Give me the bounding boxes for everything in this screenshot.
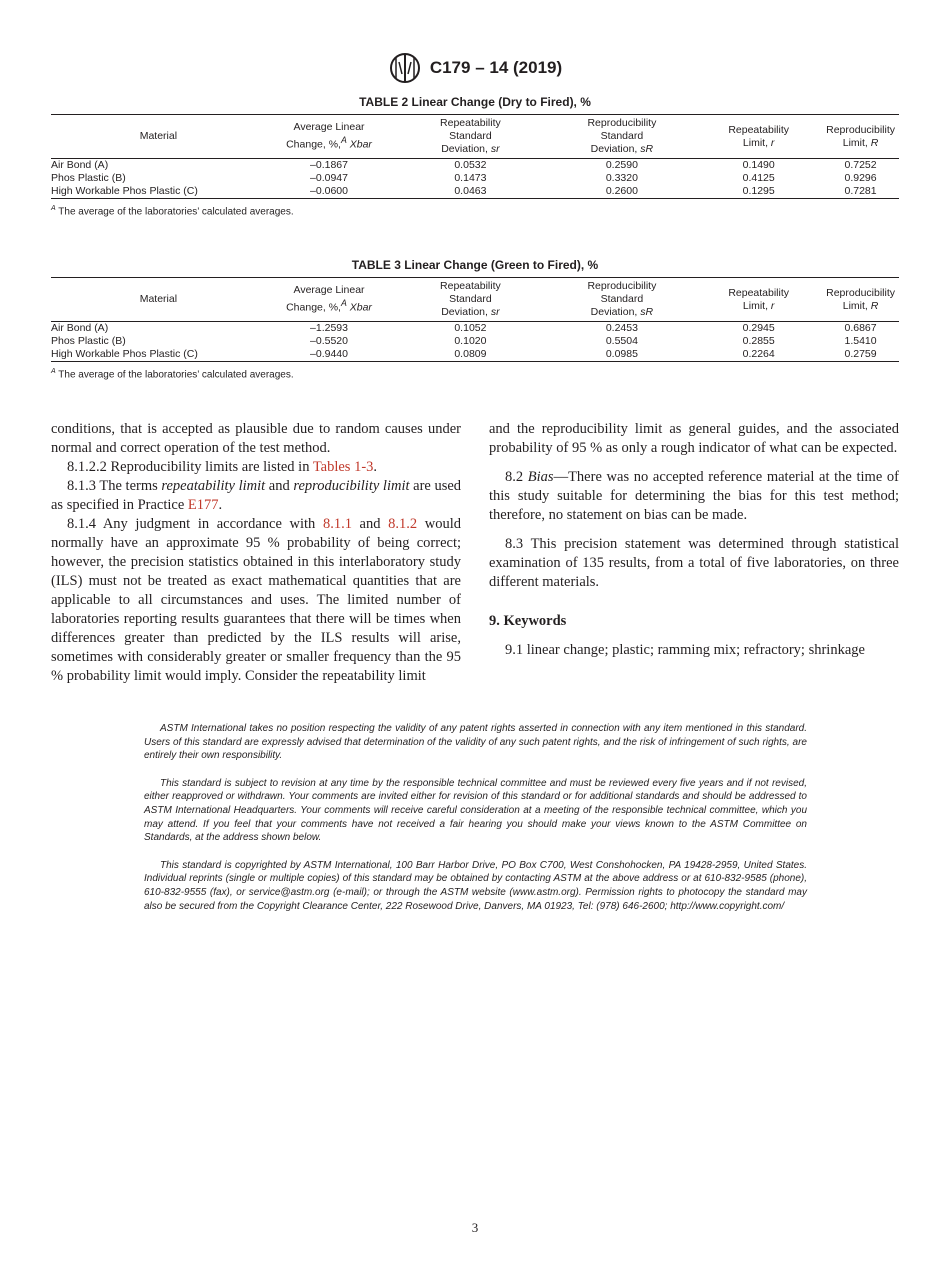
cell: 0.1020: [454, 335, 487, 347]
cell: 0.2590: [605, 159, 638, 171]
table-header-row: [51, 115, 899, 159]
col-repeat-limit: Repeatability Limit, r: [728, 123, 790, 149]
cell: 0.2600: [605, 185, 638, 197]
cell: 0.7281: [844, 185, 877, 197]
table-3: [51, 258, 899, 380]
cell: 0.1473: [454, 172, 487, 184]
cell: 0.1490: [742, 159, 775, 171]
col-repro-sd: Reproducibility Standard Deviation, sR: [587, 117, 657, 155]
notice-revision: This standard is subject to revision at any time by the responsible technical committee and must be reviewed every five years and if not revised, either reapproved or withdrawn. Your comments are invited either for revision of this standard or for additional standards and should be addressed to ASTM International Headquarters. Your comments will receive careful consideration at a meeting of the responsible technical committee, which you may attend. If you feel that your comments have not received a fair hearing you should make your views known to the ASTM Committee on Standards, at the address shown below.: [144, 777, 807, 844]
table-3-grid: [51, 277, 899, 362]
table-2-title: TABLE 2 Linear Change (Dry to Fired), %: [359, 95, 591, 109]
col-material: Material: [139, 293, 178, 305]
cell: 0.0532: [454, 159, 487, 171]
table-row: [51, 322, 899, 336]
cell: 0.0463: [454, 185, 487, 197]
link-tables-1-3[interactable]: Tables 1-3: [312, 459, 374, 475]
table-row: [51, 185, 899, 199]
right-column: [489, 420, 899, 686]
col-average: Average Linear Change, %,$^A$ Xbar: [286, 284, 372, 314]
section-heading-keywords: 9. Keywords: [489, 613, 567, 629]
cell: High Workable Phos Plastic (C): [51, 185, 198, 197]
link-8-1-2[interactable]: 8.1.2: [388, 516, 418, 532]
paragraph-8-1-3: 8.1.3 The terms repeatability limit and reproducibility limit are used as specified in Practice E177.: [51, 478, 462, 513]
col-repeat-sd: Repeatability Standard Deviation, sr: [440, 117, 501, 155]
cell: High Workable Phos Plastic (C): [51, 348, 198, 360]
link-e177[interactable]: E177: [187, 497, 219, 513]
cell: 1.5410: [844, 335, 877, 347]
paragraph-8-1-4: 8.1.4 Any judgment in accordance with 8.1.1 and 8.1.2 would normally have an approximate 95 % probability of being correct; however, the precision statistics obtained in this interlaboratory study (ILS) must not be treated as exact mathematical quantities that are applicable to all circumstances and uses. The limited number of laboratories reporting results guarantees that there will be times when differences greater than predicted by the ILS results will arise, sometimes with considerably greater or smaller frequency than the 95 % probability limit would imply. Consider the repeatability limit: [51, 516, 461, 684]
cell: –0.1867: [310, 159, 348, 171]
cell: 0.2264: [742, 348, 775, 360]
paragraph-8-2: 8.2 Bias—There was no accepted reference material at the time of this study suitable for determining the bias for this test method; therefore, no statement on bias can be made.: [489, 469, 900, 523]
cell: 0.4125: [742, 172, 775, 184]
cell: 0.1295: [742, 185, 775, 197]
table-3-title: TABLE 3 Linear Change (Green to Fired), %: [351, 258, 599, 272]
cell: Air Bond (A): [51, 322, 109, 334]
paragraph: conditions, that is accepted as plausible due to random causes under normal and correct operation of the test method.: [51, 421, 461, 456]
col-repro-limit: Reproducibility Limit, R: [826, 123, 895, 149]
document-id: C179 – 14 (2019): [429, 58, 563, 77]
cell: Phos Plastic (B): [51, 335, 126, 347]
paragraph-9-1: 9.1 linear change; plastic; ramming mix; refractory; shrinkage: [505, 642, 865, 658]
legal-notices: [144, 722, 807, 927]
cell: 0.9296: [844, 172, 877, 184]
paragraph: and the reproducibility limit as general guides, and the associated probability of 95 % as only a rough indicator of what can be expected.: [489, 421, 899, 456]
page-header: [0, 52, 950, 89]
cell: 0.1052: [454, 322, 487, 334]
cell: 0.0985: [605, 348, 638, 360]
cell: 0.2945: [742, 322, 775, 334]
table-row: [51, 348, 899, 362]
col-repro-sd: Reproducibility Standard Deviation, sR: [587, 280, 657, 318]
paragraph-8-3: 8.3 This precision statement was determined through statistical examination of 135 results, from a total of five laboratories, on three different materials.: [489, 536, 899, 590]
cell: –0.5520: [310, 335, 348, 347]
cell: –0.0947: [310, 172, 348, 184]
col-average: Average Linear Change, %,$^A$ Xbar: [286, 121, 372, 151]
body-text: [51, 420, 899, 686]
cell: Air Bond (A): [51, 159, 109, 171]
table-3-footnote: $^A$ The average of the laboratories’ calculated averages.: [51, 368, 294, 381]
col-repro-limit: Reproducibility Limit, R: [826, 286, 895, 312]
notice-copyright: This standard is copyrighted by ASTM International, 100 Barr Harbor Drive, PO Box C700, West Conshohocken, PA 19428-2959, United States. Individual reprints (single or multiple copies) of this standard may be obtained by contacting ASTM at the above address or at 610-832-9585 (phone), 610-832-9555 (fax), or service@astm.org (e-mail); or through the ASTM website (www.astm.org). Permission rights to photocopy the standard may also be secured from the Copyright Clearance Center, 222 Rosewood Drive, Danvers, MA 01923, Tel: (978) 646-2600; http://www.copyright.com/: [144, 859, 807, 912]
table-row: [51, 172, 899, 185]
notice-patent: ASTM International takes no position respecting the validity of any patent rights asserted in connection with any item mentioned in this standard. Users of this standard are expressly advised that determination of the validity of any such patent rights, and the risk of infringement of such rights, are entirely their own responsibility.: [144, 723, 807, 762]
table-2-footnote: $^A$ The average of the laboratories’ calculated averages.: [51, 205, 294, 218]
astm-logo-icon: [388, 52, 422, 84]
left-column: [51, 420, 461, 686]
cell: Phos Plastic (B): [51, 172, 126, 184]
table-row: [51, 335, 899, 348]
cell: –0.0600: [310, 185, 348, 197]
page-number: 3: [471, 1220, 479, 1235]
cell: 0.6867: [844, 322, 877, 334]
cell: 0.2855: [742, 335, 775, 347]
table-header-row: [51, 278, 899, 322]
paragraph-8-1-2-2: 8.1.2.2 Reproducibility limits are listed in Tables 1-3.: [67, 459, 378, 475]
table-2: [51, 95, 899, 217]
cell: 0.0809: [454, 348, 487, 360]
cell: –0.9440: [310, 348, 348, 360]
cell: 0.5504: [605, 335, 638, 347]
table-2-grid: [51, 114, 899, 199]
link-8-1-1[interactable]: 8.1.1: [322, 516, 352, 532]
cell: –1.2593: [310, 322, 348, 334]
col-repeat-sd: Repeatability Standard Deviation, sr: [440, 280, 501, 318]
col-material: Material: [139, 130, 178, 142]
cell: 0.2453: [605, 322, 638, 334]
col-repeat-limit: Repeatability Limit, r: [728, 286, 790, 312]
table-row: [51, 159, 899, 173]
cell: 0.3320: [605, 172, 638, 184]
cell: 0.7252: [844, 159, 877, 171]
cell: 0.2759: [844, 348, 877, 360]
